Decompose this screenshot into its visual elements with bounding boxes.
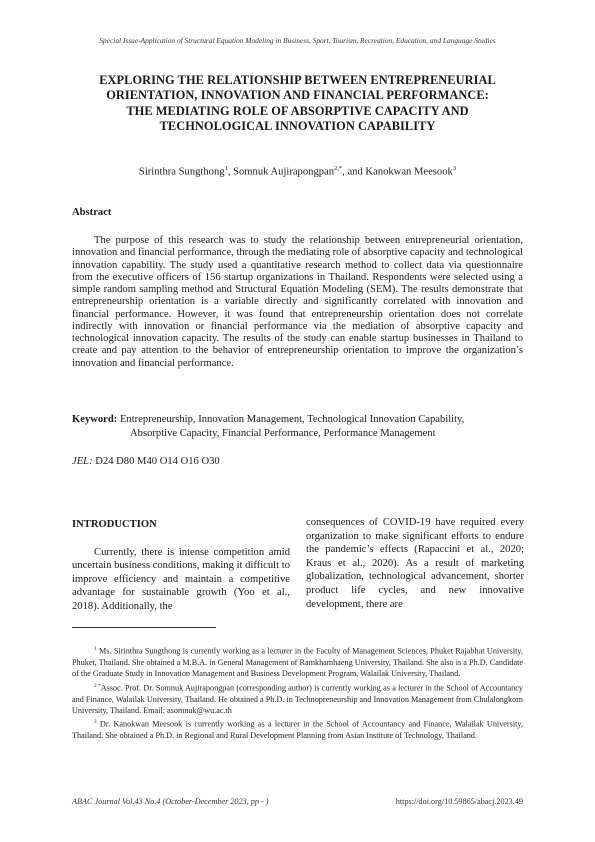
footnotes	[72, 644, 523, 743]
author-name: Somnuk Aujirapongpan	[233, 166, 335, 178]
keywords-line	[72, 413, 523, 427]
footnote-marker: 3	[94, 719, 97, 726]
footnote-marker: 2 *	[94, 682, 101, 689]
abstract-heading: Abstract	[72, 207, 112, 218]
paper-title	[60, 73, 535, 134]
section-heading-introduction: INTRODUCTION	[72, 519, 157, 530]
footnote-marker: 1	[94, 646, 97, 652]
title-line: ORIENTATION, INNOVATION AND FINANCIAL PERFORMANCE:	[106, 88, 489, 103]
footnote-text: Assoc. Prof. Dr. Somnuk Aujirapongpan (corresponding author) is currently working as a lecturer in the School of Accountancy and Finance, Walailak University, Thailand. He obtained a Ph.D. in Technopreneurship and Innovation Management from Chulalongkorn University, Thailand. Email: asomnuk@wu.ac.th	[72, 683, 524, 715]
author-list	[60, 165, 535, 178]
title-line: THE MEDIATING ROLE OF ABSORPTIVE CAPACITY AND	[126, 103, 469, 118]
running-header: Special Issue-Application of Structural Equation Modeling in Business, Sport, Tourism, Recreation, Education, and Language Studies	[99, 36, 496, 45]
title-line: EXPLORING THE RELATIONSHIP BETWEEN ENTREPRENEURIAL	[99, 73, 496, 87]
author-separator: , and	[342, 166, 366, 178]
author-affiliation-marker: 1	[224, 165, 228, 172]
keywords-text: Entrepreneurship, Innovation Management, Technological Innovation Capability,	[117, 414, 465, 425]
journal-citation: ABAC Journal Vol.43 No.4 (October-December 2023, pp - )	[72, 797, 269, 806]
author-affiliation-marker: 3	[452, 165, 457, 172]
abstract-body: The purpose of this research was to study the relationship between entrepreneurial orientation, innovation and financial performance, through the mediating role of absorptive capacity and technological innovation capability. The study used a quantitative research method to collect data via questionnaire from the executive officers of 156 startup organizations in Thailand. Respondents were selected using a simple random sampling method and Structural Equation Modeling (SEM). The results demonstrate that entrepreneurship orientation is a variable directly and significantly correlated with innovation and financial performance. However, it was found that entrepreneurship orientation does not correlate indirectly with innovation or financial performance via the mediation of absorptive capacity and technological innovation capacity. The results of the study can enable startup businesses in Thailand to create and pay attention to the behavior of entrepreneurship orientation to improve the organization’s innovation and financial performance.	[72, 235, 523, 369]
keywords-text: Absorptive Capacity, Financial Performance, Performance Management	[130, 428, 436, 439]
keywords-label: Keyword:	[72, 414, 118, 425]
introduction-left-column	[72, 518, 290, 614]
jel-values: D24 D80 M40 O14 O16 O30	[92, 456, 220, 467]
author-name: Sirinthra Sungthong	[138, 166, 225, 178]
doi-link[interactable]: https://doi.org/10.59865/abacj.2023.49	[395, 797, 523, 806]
jel-label: JEL:	[72, 456, 93, 467]
footnote	[72, 717, 523, 741]
footnote	[72, 644, 523, 680]
author-affiliation-marker: 2,*	[334, 165, 343, 172]
footnote-text: Dr. Kanokwan Meesook is currently working as a lecturer in the School of Accountancy and Finance, Walailak University, Thailand. She obtained a Ph.D. in Regional and Rural Development Planning from Asian Institute of Technology, Thailand.	[72, 719, 523, 741]
introduction-right-column: consequences of COVID-19 have required every organization to make significant efforts to endure the pandemic’s effects (Rapaccini et al., 2020; Kraus et al., 2020). As a result of marketing globalization, technological advancement, shorter product life cycles, and new innovative development, there are	[306, 517, 524, 610]
keywords	[72, 413, 523, 441]
jel-codes	[72, 456, 220, 467]
footnote-text: Ms. Sirinthra Sungthong is currently working as a lecturer in the Faculty of Management Sciences, Phuket Rajabhat University, Phuket, Thailand. She obtained a M.B.A. in General Management of Ramkhamhaeng University, Thailand. She also is a Ph.D. Candidate of the Graduate Study in Innovation Management and Business Development Program, Walailak University, Thailand.	[72, 646, 523, 679]
footnote	[72, 681, 523, 717]
title-line: TECHNOLOGICAL INNOVATION CAPABILITY	[159, 118, 436, 133]
author-name: Kanokwan Meesook	[365, 166, 453, 178]
footnote-divider	[72, 627, 216, 628]
body-paragraph: Currently, there is intense competition amid uncertain business conditions, making it difficult to improve efficiency and maintain a competitive advantage for sustainable growth (Yoo et al., 2018). Additionally, the	[72, 546, 290, 612]
author-separator: ,	[227, 166, 234, 178]
